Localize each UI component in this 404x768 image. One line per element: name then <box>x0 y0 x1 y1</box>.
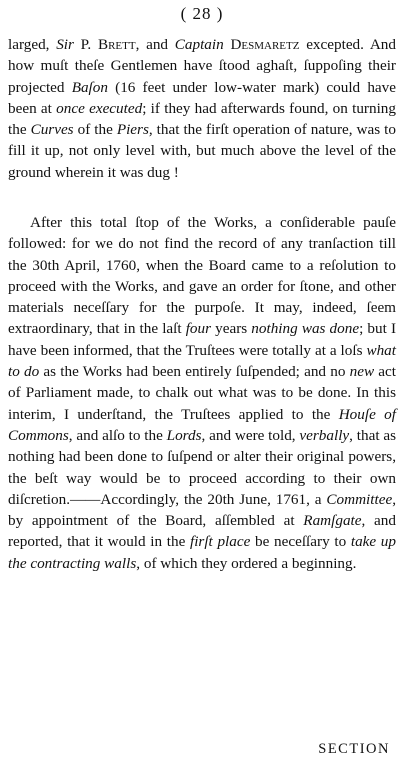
paragraph-2 <box>8 212 396 574</box>
text-run: P. <box>73 36 98 53</box>
text-run: After this total ſtop of the Works, a conſiderable pauſe followed: for we do not find the record of any tranſaction till the 30th April, 1760, when the Board came to a reſolution to proceed with the Works, and gave an order for ſtone, and other materials neceſſary for the purpoſe. It may, indeed, ſeem extraordinary, that in the laſt <box>8 214 396 338</box>
text-run: , and alſo to the <box>68 426 167 444</box>
text-run: as the Works had been entirely ſuſpended; and no <box>39 363 350 381</box>
small-caps-name: Brett <box>97 36 136 53</box>
text-run: years <box>211 320 252 338</box>
italic-run: Baſon <box>71 78 108 96</box>
italic-run: new <box>349 363 375 381</box>
text-run: (16 feet under low-water mark) could have been at <box>8 78 396 117</box>
italic-run: firſt place <box>189 533 251 551</box>
text-run: act of Parliament made, to chalk out what was to be done. In this interim, I underſtand, the Truſtees applied to the <box>8 363 396 423</box>
text-run: , of which they ordered a beginning. <box>136 554 357 572</box>
italic-run: Committee <box>326 490 393 508</box>
text-run: of the <box>73 121 117 139</box>
text-run: , that as nothing had been done to ſuſpend or alter their original powers, the beſt way would be to proceed according to their own diſcretion.——Accordingly, the 20th June, 1761, a <box>8 426 396 508</box>
text-run: , by appointment of the Board, aſſembled at <box>8 490 396 530</box>
italic-run: nothing was done <box>251 320 360 338</box>
italic-run: Sir <box>56 36 74 53</box>
italic-run: Captain <box>174 36 224 53</box>
italic-run: once executed <box>56 99 143 117</box>
paragraph-1 <box>8 34 396 183</box>
italic-run: Lords <box>166 426 202 444</box>
italic-run: take up the contracting walls <box>8 533 396 572</box>
italic-run: four <box>185 320 212 338</box>
italic-run: verbally <box>299 426 350 444</box>
italic-run: Ramſgate <box>303 512 362 530</box>
text-run: , and were told, <box>201 426 300 444</box>
text-run: excepted. And how muſt theſe Gentlemen have ſtood aghaſt, ſuppoſing their projected <box>8 36 396 96</box>
text-run: ; but I have been informed, that the Truſtees were totally at a loſs <box>8 320 396 359</box>
text-run: ; if they had afterwards found, on turning the <box>8 99 396 139</box>
italic-run: Piers <box>116 121 149 139</box>
catchword: SECTION <box>318 741 390 757</box>
text-run: larged, <box>8 36 57 53</box>
italic-run: Curves <box>30 121 74 139</box>
text-run: , that the firſt operation of nature, was to fill it up, not only level with, but much above the level of the ground wherein it was dug ! <box>8 121 396 181</box>
text-run: be neceſſary to <box>250 533 351 551</box>
italic-run: Houſe of Commons <box>8 405 396 444</box>
italic-run: what to do <box>8 341 396 381</box>
text-run: , and <box>135 36 175 53</box>
page-number: ( 28 ) <box>180 4 224 23</box>
small-caps-name: Desmaretz <box>230 36 300 53</box>
text-run: , and reported, that it would in the <box>8 512 396 551</box>
